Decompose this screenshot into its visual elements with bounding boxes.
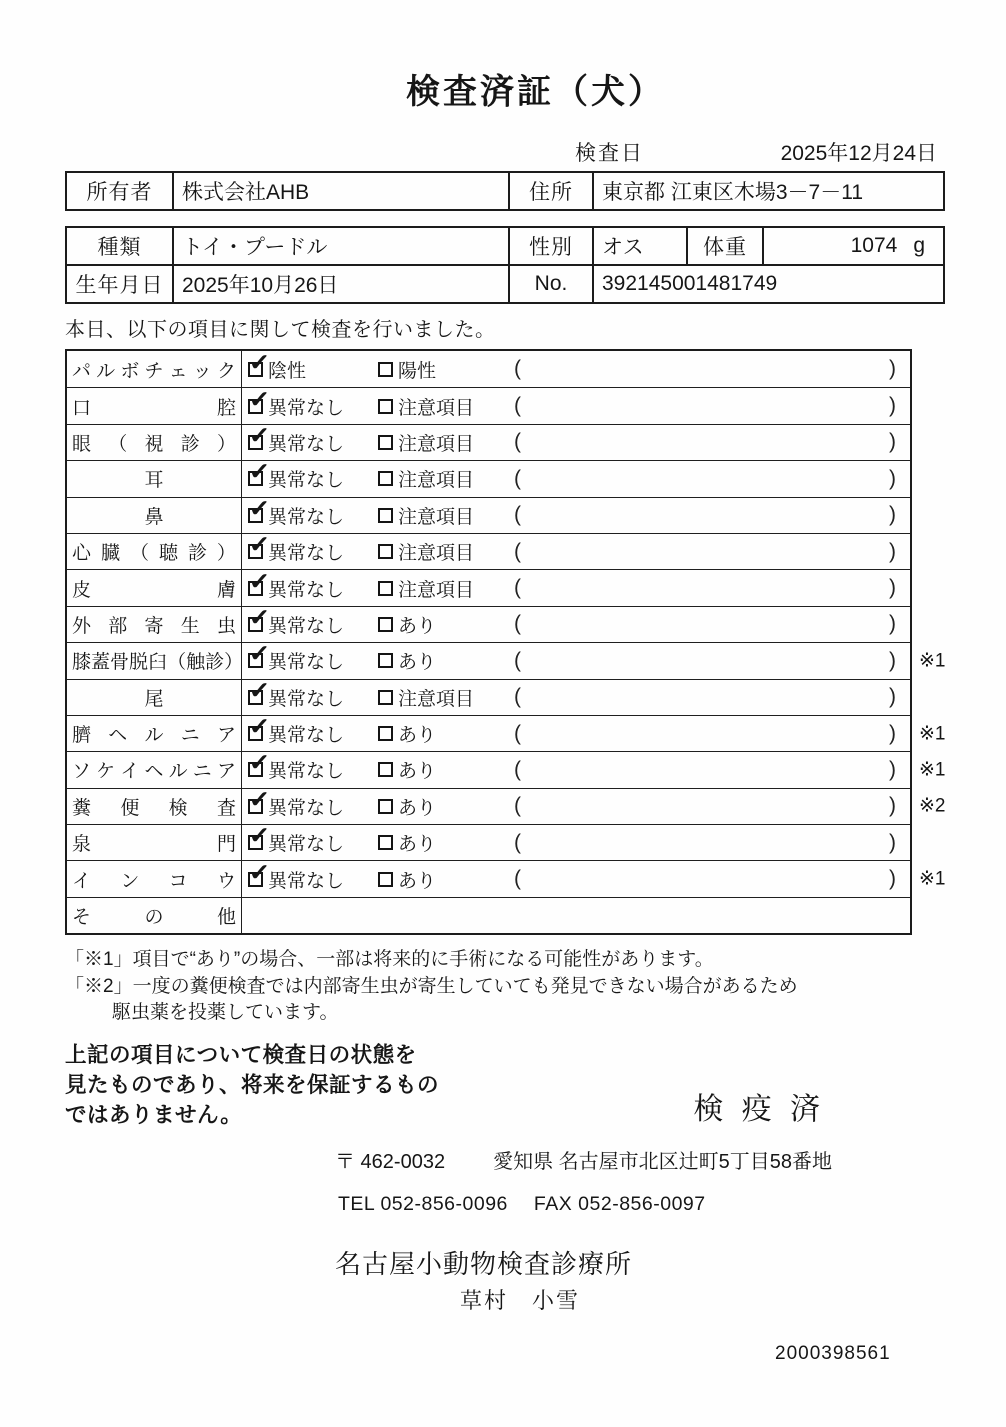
paren-open: ( [514,539,521,563]
ng-option-label: あり [398,870,437,892]
checklist-row [67,897,910,933]
certificate-page [0,64,1006,1427]
breed-row [66,227,944,265]
checked-checkbox-icon [248,603,271,632]
birth-value: 2025年10月26日 [173,265,509,303]
ng-option [378,429,514,456]
ok-option-label: 陰性 [268,360,307,382]
paren-open: ( [514,685,521,709]
checklist-item-label: 眼 （ 視 診 ） [72,433,236,455]
checklist-item-label: 口 腔 [72,397,236,419]
owner-label: 所有者 [66,172,173,210]
paren-open: ( [514,867,521,891]
row-options [242,458,910,496]
sex-value: オス [593,227,687,265]
footnotes [65,947,1006,1027]
clinic-address: 愛知県 名古屋市北区辻町5丁目58番地 [493,1150,833,1173]
paren-close: ) [889,867,896,891]
ng-option-label: あり [398,834,437,856]
ng-option-label: あり [398,725,437,747]
paren-open: ( [514,357,521,381]
paren-close: ) [889,648,896,672]
ng-option-label: 注意項目 [398,397,475,419]
ok-option [248,385,378,420]
checklist-item-label: 外 部 寄 生 虫 [72,615,236,637]
ng-option-label: 注意項目 [398,688,475,710]
paren-close: ) [889,612,896,636]
ng-option [378,356,514,383]
ok-option [248,713,378,747]
unchecked-checkbox-icon [378,581,393,596]
row-options [242,640,910,678]
checklist-row [67,858,946,896]
ng-option-label: あり [398,761,437,783]
check-mark-icon: ✓ [248,421,271,448]
check-mark-icon: ✓ [248,385,271,412]
row-options [242,421,910,460]
row-options [242,567,910,605]
ok-option [248,822,378,856]
checklist-item-label: 鼻 [144,506,164,528]
checklist-item-label: 泉 門 [72,834,236,856]
owner-row [66,172,944,210]
checked-checkbox-icon [248,822,271,850]
disclaimer-line-1: 上記の項目について検査日の状態を [65,1042,417,1067]
sex-label: 性別 [509,227,593,265]
owner-value: 株式会社AHB [173,172,509,210]
ok-option-label: 異常なし [268,652,345,674]
paren-open: ( [514,503,521,527]
exam-date-value: 2025年12月24日 [780,142,937,165]
check-mark-icon: ✓ [248,494,271,521]
unchecked-checkbox-icon [378,617,393,632]
checklist-item-label: ソ ケ イ ヘ ル ニ ア [72,761,236,783]
ok-option-label: 異常なし [268,870,345,892]
disclaimer-block [65,1040,943,1130]
checked-checkbox-icon [248,494,271,523]
ng-option-label: あり [398,797,437,819]
ok-option-label: 異常なし [268,688,345,710]
unchecked-checkbox-icon [378,435,393,450]
row-options [242,348,910,387]
check-mark-icon: ✓ [248,567,271,594]
clinic-address-row [335,1145,1006,1174]
checklist-row [67,569,910,605]
check-mark-icon: ✓ [248,676,271,703]
row-options [242,713,910,751]
checklist-row [67,676,910,715]
unchecked-checkbox-icon [378,399,393,414]
checklist-row [67,348,910,387]
ok-option [248,567,378,602]
row-options [242,822,910,860]
checked-checkbox-icon [248,785,271,814]
check-mark-icon: ✓ [248,749,271,776]
paren-open: ( [514,830,521,854]
checked-checkbox-icon [248,385,271,414]
row-options [242,858,910,896]
ng-option [378,502,514,529]
clinic-postal: 〒 462-0032 [335,1150,446,1173]
checklist-row [67,603,910,642]
ok-option-label: 異常なし [268,397,345,419]
ng-option [378,684,514,711]
ng-option [378,611,514,638]
row-options [242,385,910,423]
footnote-3: 駆虫薬を投薬しています。 [112,1002,339,1024]
check-mark-icon: ✓ [248,603,271,630]
ok-option [248,749,378,783]
checklist-table [65,348,946,935]
ng-option [378,829,514,856]
paren-open: ( [514,794,521,818]
quarantine-stamp: 検 疫 済 [693,1092,825,1126]
paren-open: ( [514,430,521,454]
ng-option-label: 注意項目 [398,506,475,528]
ng-option-label: 陽性 [398,360,437,382]
check-mark-icon: ✓ [248,822,271,849]
ok-option-label: 異常なし [268,470,345,492]
unchecked-checkbox-icon [378,762,393,777]
check-mark-icon: ✓ [248,640,271,667]
row-note: ※2 [919,795,946,817]
checklist-item-label: 心 臓 （ 聴 診 ） [72,543,236,565]
ng-option [378,393,514,420]
ok-option-label: 異常なし [268,834,345,856]
ng-option-label: あり [398,615,437,637]
ng-option-label: 注意項目 [398,433,475,455]
row-note: ※1 [919,723,946,745]
paren-open: ( [514,721,521,745]
ok-option-label: 異常なし [268,725,345,747]
row-options [242,785,910,824]
no-label: No. [509,265,593,303]
row-options [242,494,910,533]
footnote-1: 「※1」項目で“あり”の場合、一部は将来的に手術になる可能性があります。 [65,949,714,971]
checklist-row [67,713,946,751]
paren-close: ) [889,466,896,490]
checklist-item-label: 尾 [144,688,164,710]
row-note: ※1 [919,868,946,890]
dog-info-table [65,226,945,304]
unchecked-checkbox-icon [378,653,393,668]
ok-option-label: 異常なし [268,433,345,455]
paren-close: ) [889,794,896,818]
paren-close: ) [889,503,896,527]
checklist-row [67,421,910,460]
paren-close: ) [889,430,896,454]
paren-close: ) [889,394,896,418]
serial-number: 2000398561 [775,1342,891,1364]
weight-label: 体重 [687,227,763,265]
ok-option-label: 異常なし [268,506,345,528]
ok-option [248,348,378,383]
exam-date-label: 検査日 [575,142,644,165]
clinic-tel: TEL 052-856-0096 [338,1192,508,1215]
paren-open: ( [514,612,521,636]
owner-table [65,171,945,211]
ng-option [378,647,514,674]
unchecked-checkbox-icon [378,690,393,705]
checked-checkbox-icon [248,567,271,596]
paren-close: ) [889,539,896,563]
row-note: ※1 [919,759,946,781]
page-title: 検査済証（犬） [406,73,665,111]
row-options [242,603,910,642]
birth-row [66,265,944,303]
ok-option [248,603,378,638]
checklist-row [67,749,946,787]
checked-checkbox-icon [248,421,271,450]
checklist-row [67,533,910,569]
checklist-item-label: イ ン コ ウ [72,870,236,892]
paren-close: ) [889,757,896,781]
ok-option [248,676,378,711]
checklist-row [67,824,910,860]
paren-open: ( [514,757,521,781]
weight-cell [763,227,944,265]
paren-open: ( [514,576,521,600]
checked-checkbox-icon [248,531,271,559]
paren-close: ) [889,576,896,600]
checklist-row [67,640,946,678]
paren-close: ) [889,685,896,709]
checked-checkbox-icon [248,458,271,486]
unchecked-checkbox-icon [378,726,393,741]
unchecked-checkbox-icon [378,471,393,486]
paren-open: ( [514,466,521,490]
breed-label: 種類 [66,227,173,265]
checklist-item-label: 糞 便 検 査 [72,797,236,819]
ng-option [378,793,514,820]
row-options [242,531,910,569]
birth-label: 生年月日 [66,265,173,303]
ok-option-label: 異常なし [268,579,345,601]
paren-open: ( [514,394,521,418]
checklist-item-label: 皮 膚 [72,579,236,601]
address-label: 住所 [509,172,593,210]
checked-checkbox-icon [248,713,271,741]
paren-close: ) [889,830,896,854]
paren-open: ( [514,648,521,672]
unchecked-checkbox-icon [378,544,393,559]
checklist-row [67,494,910,533]
ok-option-label: 異常なし [268,761,345,783]
checklist-intro: 本日、以下の項目に関して検査を行いました。 [65,319,496,341]
disclaimer-line-2: 見たものであり、将来を保証するもの [65,1072,440,1097]
ng-option [378,756,514,783]
checklist-row [67,785,946,824]
checklist-item-label: 耳 [144,470,164,492]
check-mark-icon: ✓ [248,785,271,812]
check-mark-icon: ✓ [248,458,271,485]
checklist-item-label: パ ル ボ チ ェ ッ ク [72,360,236,382]
vet-name: 草村 小雪 [460,1287,581,1313]
disclaimer-text [65,1040,439,1130]
address-value: 東京都 江東区木場3－7－11 [593,172,944,210]
ok-option-label: 異常なし [268,543,345,565]
disclaimer-line-3: ではありません。 [65,1102,243,1127]
ok-option [248,531,378,565]
breed-value: トイ・プードル [173,227,509,265]
checklist-item-label: 臍 ヘ ル ニ ア [72,725,236,747]
checked-checkbox-icon [248,858,271,887]
ng-option [378,866,514,893]
clinic-name: 名古屋小動物検査診療所 [335,1248,633,1279]
row-options [242,749,910,787]
weight-unit: g [913,234,925,257]
checked-checkbox-icon [248,676,271,705]
checked-checkbox-icon [248,749,271,777]
ok-option [248,494,378,529]
ng-option-label: 注意項目 [398,579,475,601]
unchecked-checkbox-icon [378,799,393,814]
ok-option-label: 異常なし [268,615,345,637]
check-mark-icon: ✓ [248,713,271,740]
checklist-row [67,387,910,423]
ok-option [248,458,378,492]
check-mark-icon: ✓ [248,858,271,885]
ok-option [248,640,378,674]
checklist-item-label: そ の 他 [72,907,236,929]
clinic-fax: FAX 052-856-0097 [533,1192,706,1215]
checked-checkbox-icon [248,348,271,377]
checked-checkbox-icon [248,640,271,668]
no-value: 392145001481749 [593,265,944,303]
check-mark-icon: ✓ [248,531,271,558]
row-options [242,676,910,715]
checklist-row [67,460,910,496]
ng-option [378,465,514,492]
ng-option [378,720,514,747]
checklist-item-label: 膝 蓋 骨 脱 臼 （ 触 診 ） [72,652,244,674]
check-mark-icon: ✓ [248,348,271,375]
unchecked-checkbox-icon [378,835,393,850]
ok-option [248,785,378,820]
ok-option [248,858,378,893]
row-note: ※1 [919,650,946,672]
ok-option-label: 異常なし [268,797,345,819]
paren-close: ) [889,357,896,381]
weight-value: 1074 [850,234,898,257]
ng-option-label: あり [398,652,437,674]
ng-option-label: 注意項目 [398,470,475,492]
unchecked-checkbox-icon [378,872,393,887]
exam-date-row [65,137,943,165]
clinic-tel-row [338,1193,1006,1216]
ok-option [248,421,378,456]
ng-option-label: 注意項目 [398,543,475,565]
footnote-2: 「※2」一度の糞便検査では内部寄生虫が寄生していても発見できない場合があるため [65,975,798,997]
paren-close: ) [889,721,896,745]
unchecked-checkbox-icon [378,508,393,523]
row-options [242,898,910,933]
ng-option [378,575,514,602]
ng-option [378,538,514,565]
unchecked-checkbox-icon [378,362,393,377]
